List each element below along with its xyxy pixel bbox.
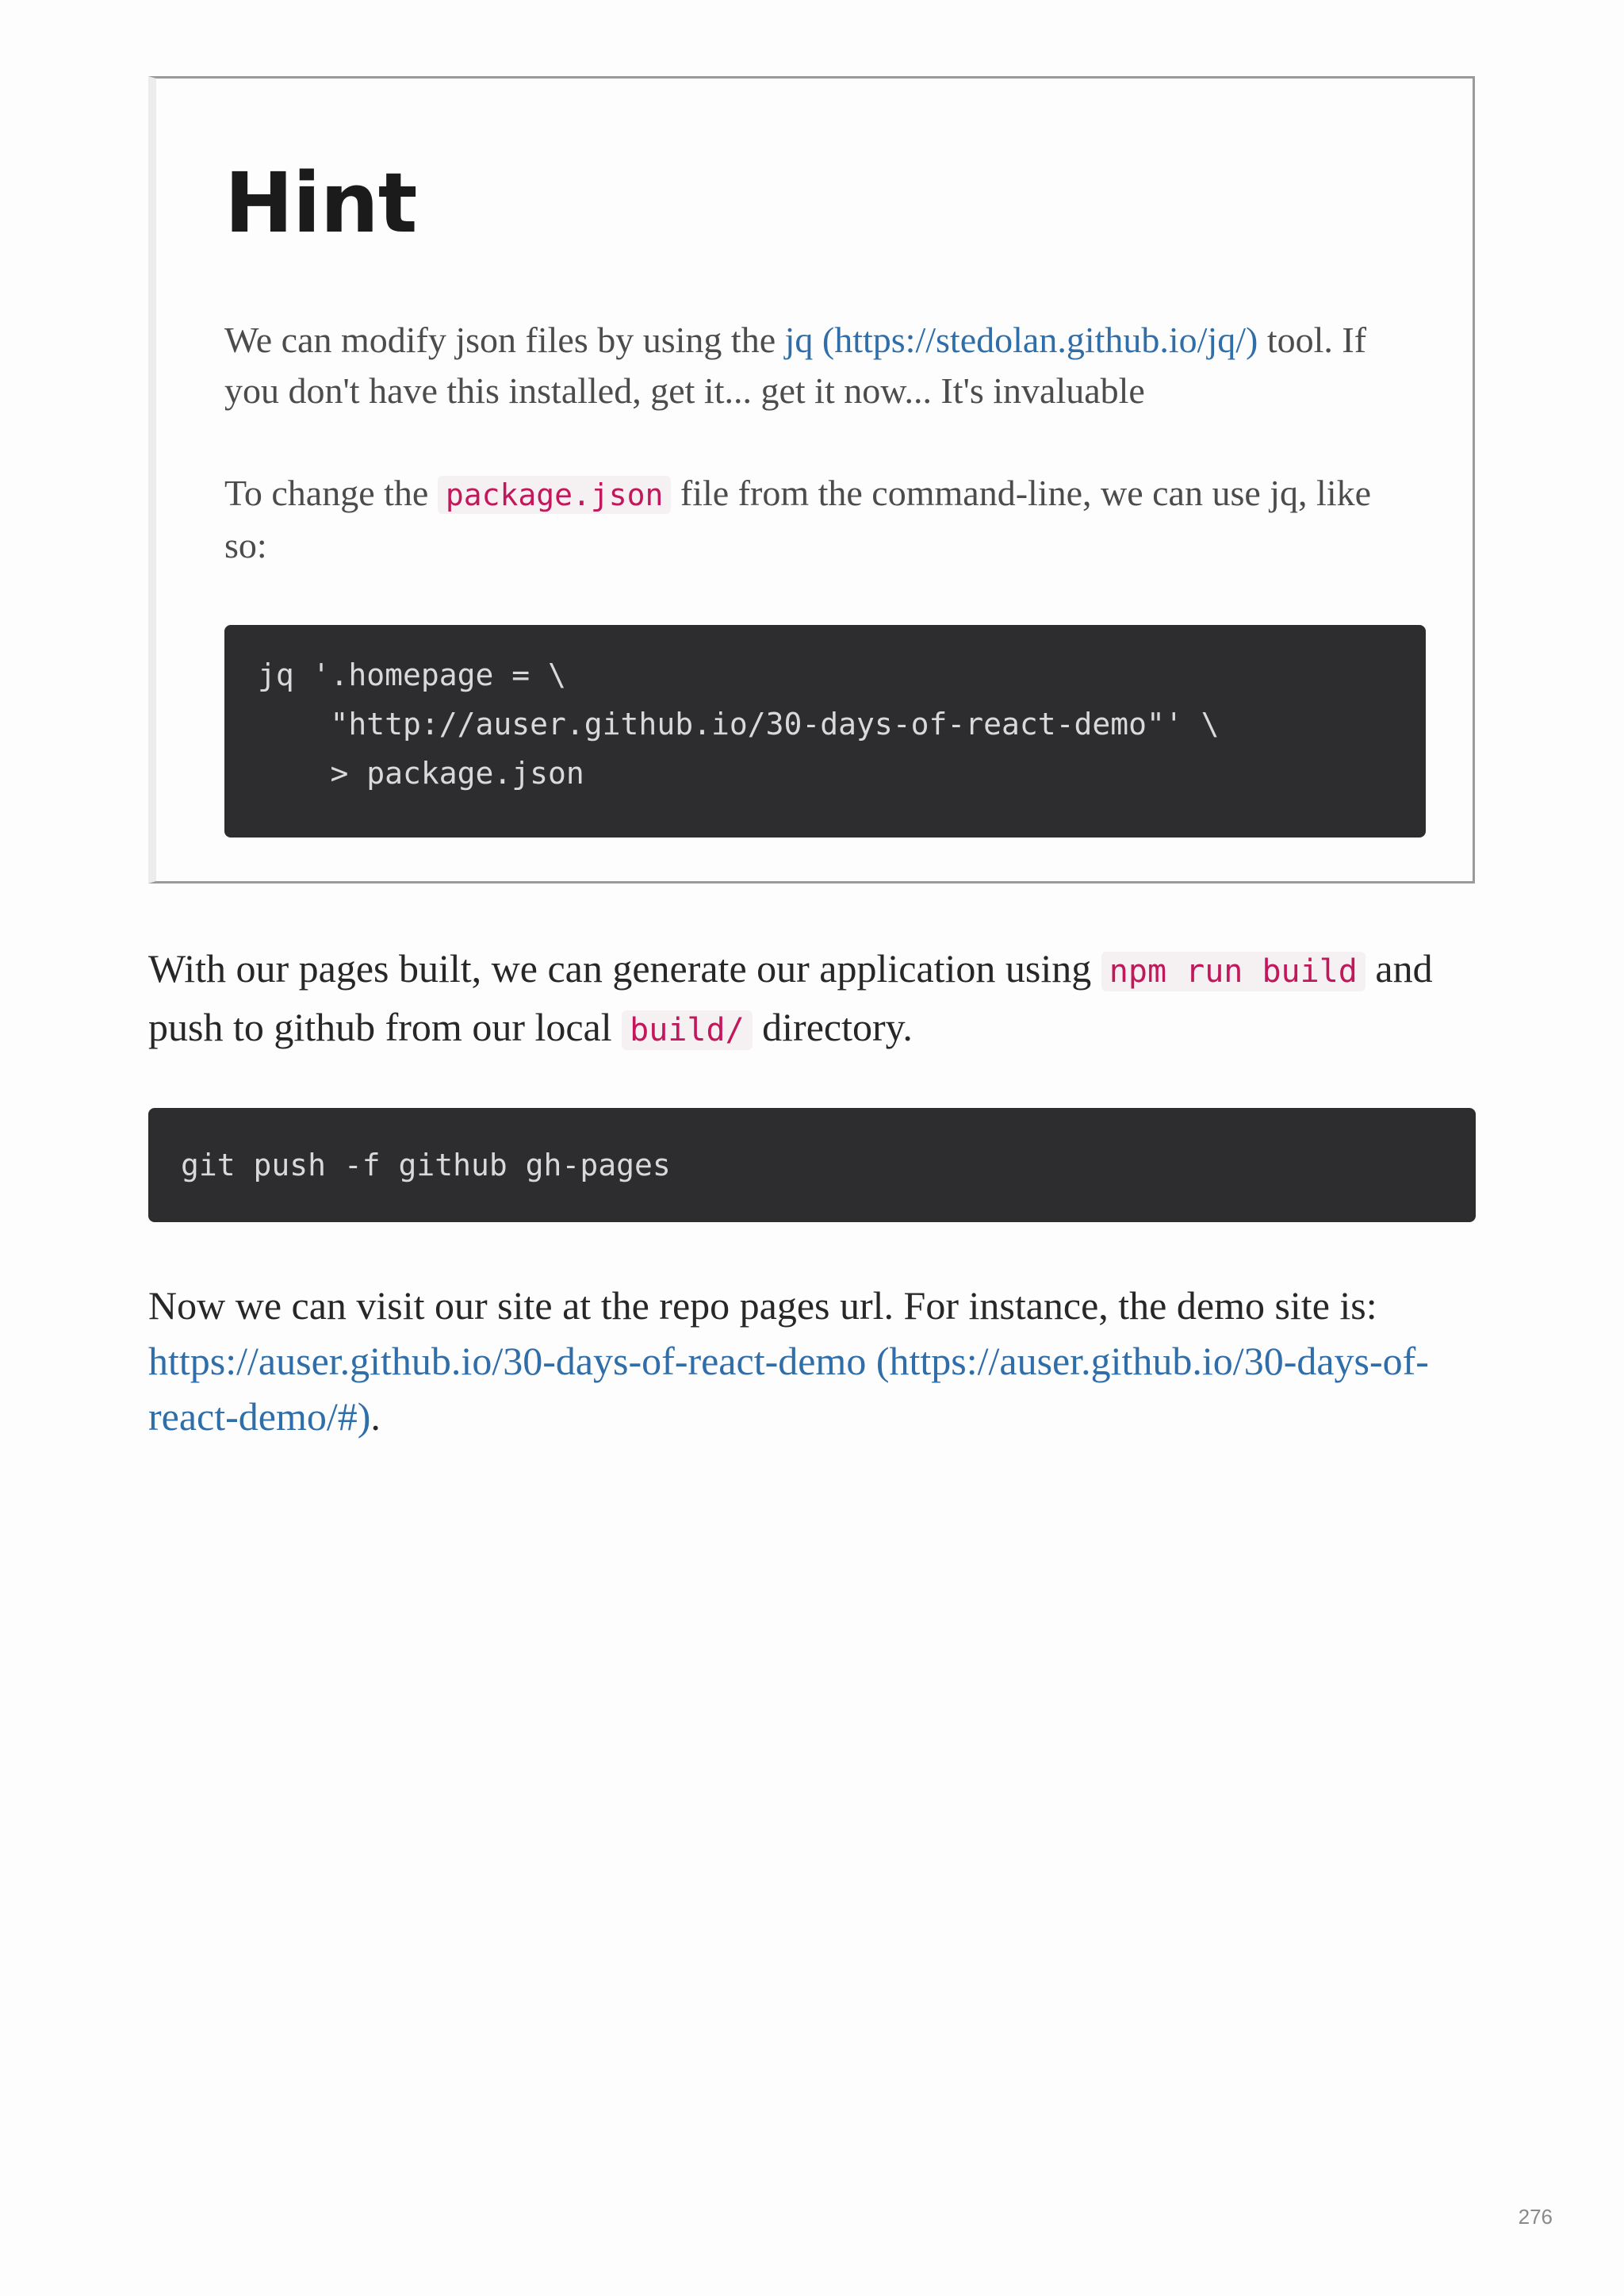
build-dir-inline-code: build/	[622, 1010, 753, 1050]
demo-site-link[interactable]: https://auser.github.io/30-days-of-react-demo (https://auser.github.io/30-days-of-react-demo/#)	[148, 1339, 1429, 1439]
hint-paragraph-jq-text-end: tool. If you don't have this installed, get it... get it now... It's invaluable	[224, 320, 1367, 411]
jq-code-block: jq '.homepage = \ "http://auser.github.io/30-days-of-react-demo"' \ > package.json	[224, 625, 1426, 838]
build-paragraph-text-end: directory.	[752, 1005, 913, 1049]
build-paragraph-text-start: With our pages built, we can generate our application using	[148, 946, 1101, 991]
visit-paragraph	[148, 1278, 1480, 1444]
hint-paragraph-package-json	[224, 468, 1422, 571]
build-paragraph-text-middle: and push to github from our local	[148, 946, 1433, 1049]
build-paragraph	[148, 941, 1480, 1058]
hint-paragraph-package-json-text-start: To change the	[224, 473, 438, 513]
hint-paragraph-jq	[224, 315, 1422, 416]
hint-paragraph-jq-text-start: We can modify json files by using the	[224, 320, 785, 360]
npm-run-build-inline-code: npm run build	[1101, 952, 1365, 991]
jq-link[interactable]: jq (https://stedolan.github.io/jq/)	[784, 320, 1258, 360]
hint-callout	[148, 76, 1475, 884]
visit-paragraph-text-start: Now we can visit our site at the repo pages url. For instance, the demo site is:	[148, 1283, 1377, 1328]
visit-paragraph-text-end: .	[370, 1394, 381, 1439]
hint-paragraph-package-json-text-end: file from the command-line, we can use jq, like so:	[224, 473, 1372, 565]
hint-title: Hint	[224, 155, 417, 251]
git-push-code-block: git push -f github gh-pages	[148, 1108, 1476, 1222]
package-json-inline-code: package.json	[438, 476, 672, 514]
page-number: 276	[1518, 2205, 1553, 2229]
